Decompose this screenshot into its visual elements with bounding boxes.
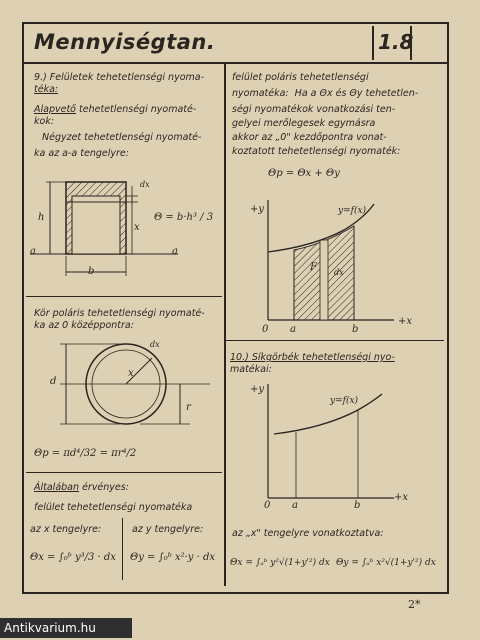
circle-radius-r: r <box>186 402 191 413</box>
left-separator-1 <box>26 296 222 297</box>
rect-dx: dx <box>140 180 150 189</box>
x-reference-line: az „x" tengelyre vonatkoztatva: <box>232 528 384 539</box>
graph2-b: b <box>354 500 361 511</box>
graph2-plus-y: +y <box>250 384 265 395</box>
graph2-zero: 0 <box>264 500 271 511</box>
graph1-dx: dx <box>334 268 344 277</box>
header-rule <box>22 62 447 64</box>
y-axis-heading: az y tengelyre: <box>132 524 204 535</box>
basic-moments-cont: kok: <box>34 116 55 127</box>
page-label: 1.8 <box>378 30 414 54</box>
curve-formula-x: Θx = ∫ₐᵇ y²√(1+y'²) dx <box>230 558 330 568</box>
polar-text-2: nyomatéka: Ha a Θx és Θy tehetetlen- <box>232 88 419 99</box>
rectangle-diagram <box>28 172 220 284</box>
rect-height-h: h <box>38 212 45 223</box>
circle-diameter-d: d <box>50 376 57 387</box>
circle-diagram <box>40 336 220 432</box>
graph1-plus-y: +y <box>250 204 265 215</box>
circle-text-1: Kör poláris tehetetlenségi nyomaté- <box>34 308 205 319</box>
graph1-a: a <box>290 324 296 335</box>
section-10-heading: 10.) Síkgörbék tehetetlenségi nyo- <box>230 352 395 363</box>
circle-formula: Θp = πd⁴/32 = πr⁴/2 <box>34 448 137 459</box>
polar-text-4: gelyei merőlegesek egymásra <box>232 118 376 129</box>
polar-text-5: akkor az „0" kezdőpontra vonat- <box>232 132 387 143</box>
formula-divider <box>122 518 123 580</box>
circle-text-2: ka az 0 középpontra: <box>34 320 134 331</box>
polar-text-3: ségi nyomatékok vonatkozási ten- <box>232 104 396 115</box>
graph1-zero: 0 <box>262 324 269 335</box>
square-text-2: ka az a-a tengelyre: <box>34 148 129 159</box>
rect-axis-a-right: a <box>172 246 178 257</box>
circle-x: x <box>128 368 134 379</box>
graph2-a: a <box>292 500 298 511</box>
curve-formula-y: Θy = ∫ₐᵇ x²√(1+y'²) dx <box>336 558 436 568</box>
section-9-heading-cont: téka: <box>34 84 59 95</box>
general-line: Általában érvényes: <box>34 482 129 493</box>
y-moment-formula: Θy = ∫₀ᵇ x²·y · dx <box>130 552 216 563</box>
surface-line: felület tehetetlenségi nyomatéka <box>34 502 193 513</box>
x-axis-heading: az x tengelyre: <box>30 524 102 535</box>
right-separator <box>226 340 444 341</box>
section-9-heading: 9.) Felületek tehetetlenségi nyoma- <box>34 72 205 83</box>
page-number: 2* <box>408 598 421 611</box>
page-title: Mennyiségtan. <box>34 30 216 54</box>
rect-width-b: b <box>88 266 95 277</box>
section-10-heading-cont: matékai: <box>230 364 272 375</box>
watermark: Antikvarium.hu <box>0 618 132 638</box>
rect-formula: Θ = b·h³ / 3 <box>154 212 214 223</box>
graph2-plus-x: +x <box>394 492 409 503</box>
graph2-curve-label: y=f(x) <box>330 396 359 406</box>
rect-axis-a-left: a <box>30 246 36 257</box>
rect-x: x <box>134 222 140 233</box>
circle-dx: dx <box>150 340 160 349</box>
polar-formula: Θp = Θx + Θy <box>268 168 340 179</box>
graph1-plus-x: +x <box>398 316 413 327</box>
basic-moments-line: Alapvető tehetetlenségi nyomaté- <box>34 104 197 115</box>
graph1-curve-label: y=f(x) <box>338 206 367 216</box>
polar-text-6: koztatott tehetetlenségi nyomaték: <box>232 146 401 157</box>
left-separator-2 <box>26 472 222 473</box>
area-graph <box>244 196 424 336</box>
x-moment-formula: Θx = ∫₀ᵇ y³/3 · dx <box>30 552 116 563</box>
column-divider <box>224 64 226 586</box>
graph1-F: F <box>310 262 317 273</box>
graph1-b: b <box>352 324 359 335</box>
square-text-1: Négyzet tehetetlenségi nyomaté- <box>42 132 202 143</box>
polar-text-1: felület poláris tehetetlenségi <box>232 72 369 83</box>
